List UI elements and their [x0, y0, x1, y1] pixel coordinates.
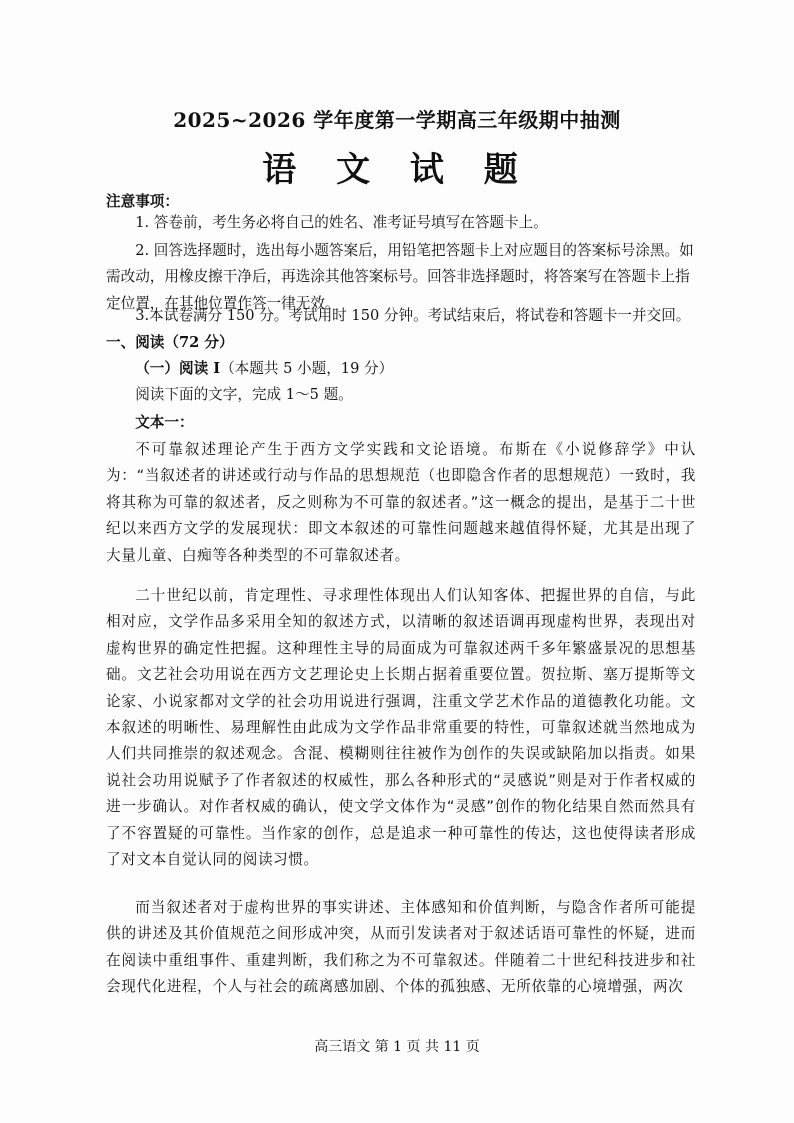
notice-heading: 注意事项： [106, 193, 179, 210]
subsection-detail: （本题共 5 小题，19 分） [220, 360, 394, 377]
page-footer: 高三语文 第 1 页 共 11 页 [314, 1039, 480, 1055]
section-heading: 一、阅读（72 分） [106, 334, 234, 351]
notice-item-1: 1. 答卷前，考生务必将自己的姓名、准考证号填写在答题卡上。 [135, 214, 548, 231]
essay-paragraph-1: 不可靠叙述理论产生于西方文学实践和文论语境。布斯在《小说修辞学》中认为：“当叙述者的讲述或行动与作品的思想规范（也即隐含作者的思想规范）一致时，我将其称为可靠的叙述者，反之则称为不可靠的叙述者。”这一概念的提出，是基于二十世纪以来西方文学的发展现状：即文本叙述的可靠性问题越来越值得怀疑，尤其是出现了大量儿童、白痴等各种类型的不可靠叙述者。 [106, 441, 696, 564]
notice-item-3: 3.本试卷满分 150 分。考试用时 150 分钟。考试结束后，将试卷和答题卡一并交回。 [135, 307, 691, 324]
exam-title: 语 文 试 题 [262, 150, 532, 190]
exam-subtitle: 2025~2026 学年度第一学期高三年级期中抽测 [173, 108, 621, 132]
notice-item-2: 2. 回答选择题时，选出每小题答案后，用铅笔把答题卡上对应题目的答案标号涂黑。如需改动，用橡皮擦干净后，再选涂其他答案标号。回答非选择题时，将答案写在答题卡上指定位置，在其他位置作答一律无效。 [106, 242, 694, 312]
essay-paragraph-3: 而当叙述者对于虚构世界的事实讲述、主体感知和价值判断，与隐含作者所可能提供的讲述及其价值规范之间形成冲突，从而引发读者对于叙述话语可靠性的怀疑，进而在阅读中重组事件、重建判断，我们称之为不可靠叙述。伴随着二十世纪科技进步和社会现代化进程，个人与社会的疏离感加剧、个体的孤独感、无所依靠的心境增强，两次 [106, 899, 696, 996]
reading-instruction: 阅读下面的文字，完成 1～5 题。 [135, 386, 353, 403]
subsection-heading [106, 356, 696, 382]
subsection-label: （一）阅读 I [135, 360, 221, 377]
text-label: 文本一： [135, 414, 194, 431]
essay-paragraph-2: 二十世纪以前，肯定理性、寻求理性体现出人们认知客体、把握世界的自信，与此相对应，文学作品多采用全知的叙述方式，以清晰的叙述语调再现虚构世界，表现出对虚构世界的确定性把握。这种理性主导的局面成为可靠叙述两千多年繁盛景况的思想基础。文艺社会功用说在西方文艺理论史上长期占据着重要位置。贺拉斯、塞万提斯等文论家、小说家都对文学的社会功用说进行强调，注重文学艺术作品的道德教化功能。文本叙述的明晰性、易理解性由此成为文学作品非常重要的特性，可靠叙述就当然地成为人们共同推崇的叙述观念。含混、模糊则往往被作为创作的失误或缺陷加以指责。如果说社会功用说赋予了作者叙述的权威性，那么各种形式的“灵感说”则是对于作者权威的进一步确认。对作者权威的确认，使文学文体作为“灵感”创作的物化结果自然而然具有了不容置疑的可靠性。当作家的创作，总是追求一种可靠性的传达，这也使得读者形成了对文本自觉认同的阅读习惯。 [106, 587, 696, 869]
